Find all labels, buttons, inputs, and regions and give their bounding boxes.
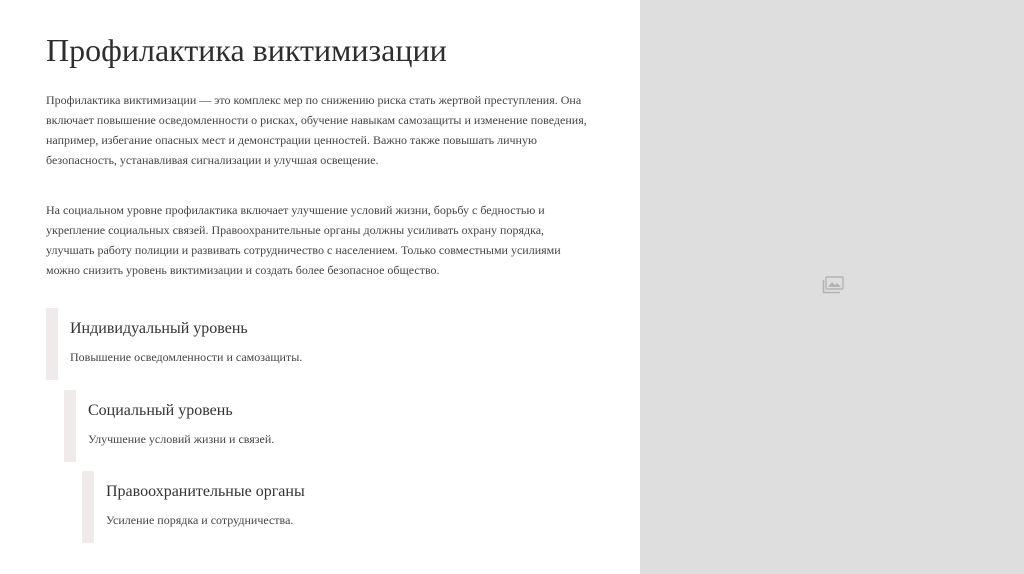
- image-placeholder-icon: [822, 276, 844, 294]
- level-card-individual: [46, 308, 566, 380]
- level-card-description: Повышение осведомленности и самозащиты.: [70, 350, 303, 364]
- level-card-heading: Социальный уровень: [88, 402, 233, 419]
- level-card-heading: Правоохранительные органы: [106, 483, 305, 500]
- level-card-heading: Индивидуальный уровень: [70, 320, 248, 337]
- level-card-social: [64, 390, 584, 462]
- social-paragraph: На социальном уровне профилактика включает улучшение условий жизни, борьбу с бедностью и укрепление социальных связей. Правоохранительные органы должны усиливать охрану порядка, улучшать работу полиции и развивать сотрудничество с населением. Только совместными усилиями можно снизить уровень виктимизации и создать более безопасное общество.: [46, 203, 561, 277]
- level-card-accent-bar: [46, 308, 58, 380]
- intro-paragraph: Профилактика виктимизации — это комплекс мер по снижению риска стать жертвой преступления. Она включает повышение осведомленности о рисках, обучение навыкам самозащиты и изменение поведения, например, избегание опасных мест и демонстрации ценностей. Важно также повышать личную безопасность, устанавливая сигнализации и улучшая освещение.: [46, 93, 587, 167]
- level-card-accent-bar: [82, 471, 94, 543]
- level-card-description: Усиление порядка и сотрудничества.: [106, 513, 294, 527]
- level-card-accent-bar: [64, 390, 76, 462]
- page-title: Профилактика виктимизации: [46, 32, 447, 68]
- level-card-description: Улучшение условий жизни и связей.: [88, 432, 275, 446]
- level-card-law-enforcement: [82, 471, 602, 543]
